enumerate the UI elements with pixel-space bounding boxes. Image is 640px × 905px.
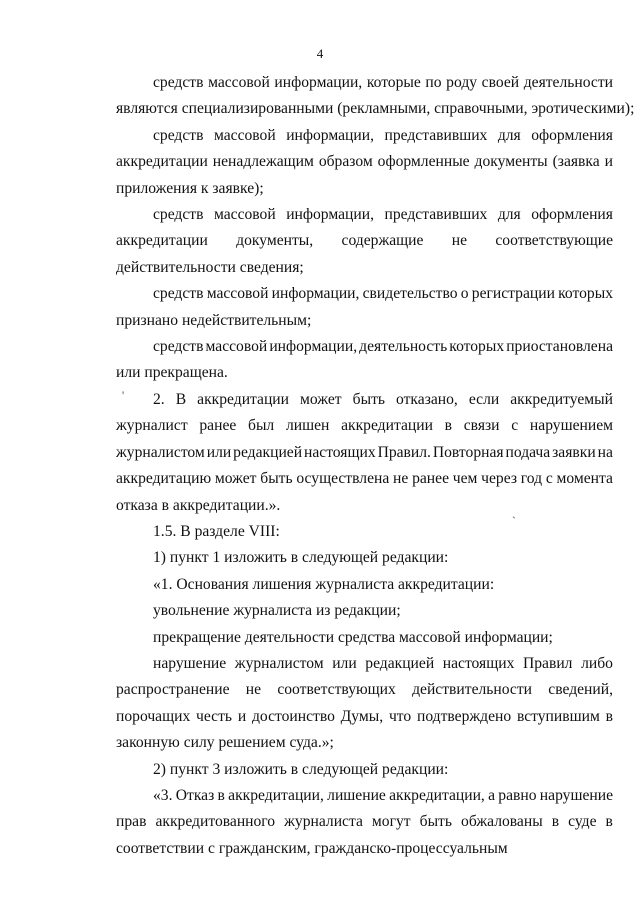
text-line: порочащих честь и достоинство Думы, что подтверждено вступившим в xyxy=(116,707,613,725)
text-line: средств массовой информации, деятельность которых приостановлена xyxy=(153,338,613,356)
page-number: 4 xyxy=(316,46,324,61)
paragraph xyxy=(116,123,613,202)
text-line: законную силу решением суда.»; xyxy=(116,734,334,752)
text-line: приложения к заявке); xyxy=(116,179,264,197)
text-line: соответствии с гражданским, гражданско-процессуальным xyxy=(116,839,508,857)
paragraph xyxy=(116,519,613,545)
paragraph xyxy=(116,783,613,862)
text-line: аккредитацию может быть осуществлена не ранее чем через год с момента xyxy=(116,470,613,488)
text-line: являются специализированными (рекламными, справочными, эротическими); xyxy=(116,100,635,118)
text-line: прав аккредитованного журналиста могут быть обжалованы в суде в xyxy=(116,813,613,831)
paragraph xyxy=(116,70,635,123)
text-line: средств массовой информации, представивших для оформления xyxy=(153,206,613,224)
text-line: отказа в аккредитации.». xyxy=(116,496,281,514)
paragraph xyxy=(116,572,613,598)
text-line: средств массовой информации, которые по роду своей деятельности xyxy=(153,74,613,91)
text-line: 2) пункт 3 изложить в следующей редакции: xyxy=(153,760,449,778)
text-line: аккредитации документы, содержащие не соответствующие xyxy=(116,232,613,250)
paragraph xyxy=(116,651,613,757)
text-line: аккредитации ненадлежащим образом оформленные документы (заявка и xyxy=(116,153,613,171)
paragraph xyxy=(116,281,613,334)
paragraph xyxy=(116,625,613,651)
text-line: действительности сведения; xyxy=(116,258,304,276)
scan-mark: ' xyxy=(122,388,125,402)
text-line: средств массовой информации, представивших для оформления xyxy=(153,126,613,144)
text-line: 2. В аккредитации может быть отказано, если аккредитуемый xyxy=(153,390,613,408)
paragraph xyxy=(116,202,613,281)
paragraph xyxy=(116,545,613,571)
text-line: средств массовой информации, свидетельство о регистрации которых xyxy=(153,285,613,303)
text-line: «1. Основания лишения журналиста аккредитации: xyxy=(153,575,495,593)
paragraph xyxy=(116,387,613,519)
text-line: 1.5. В разделе VIII: xyxy=(153,522,280,540)
text-line: «3. Отказ в аккредитации, лишение аккредитации, а равно нарушение xyxy=(153,786,613,804)
text-line: журналистом или редакцией настоящих Правил. Повторная подача заявки на xyxy=(116,443,613,461)
text-line: нарушение журналистом или редакцией настоящих Правил либо xyxy=(153,654,613,672)
text-line: признано недействительным; xyxy=(116,311,312,329)
text-line: журналист ранее был лишен аккредитации в связи с нарушением xyxy=(116,417,613,435)
text-line: увольнение журналиста из редакции; xyxy=(153,602,401,620)
paragraph xyxy=(116,598,613,624)
text-line: или прекращена. xyxy=(116,364,228,382)
scan-mark: ` xyxy=(512,514,516,528)
text-line: прекращение деятельности средства массовой информации; xyxy=(153,628,553,646)
paragraph xyxy=(116,757,613,783)
text-line: распространение не соответствующих действительности сведений, xyxy=(116,681,613,699)
paragraph xyxy=(116,334,613,387)
document-body xyxy=(116,70,635,862)
text-line: 1) пункт 1 изложить в следующей редакции: xyxy=(153,549,449,567)
